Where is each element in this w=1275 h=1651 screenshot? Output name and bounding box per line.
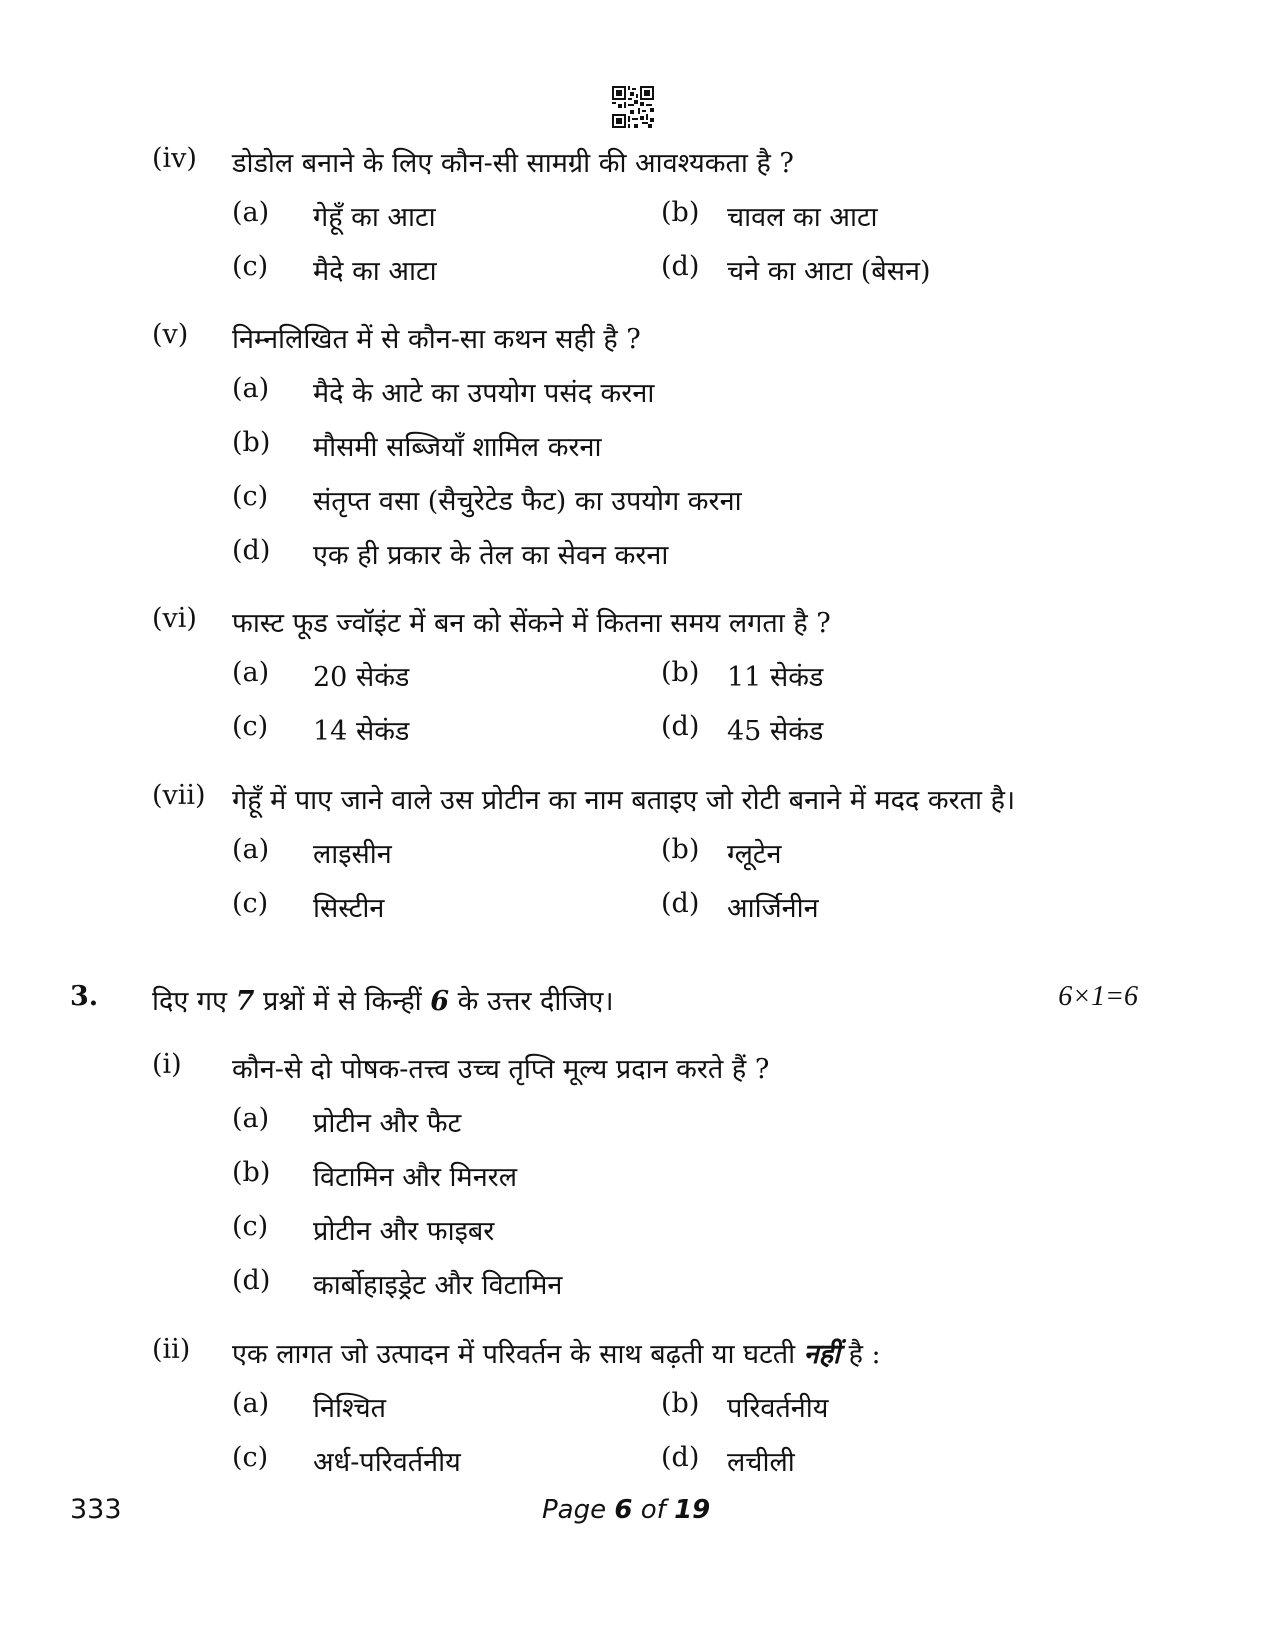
- instruction-mid: प्रश्नों में से किन्हीं: [254, 986, 431, 1017]
- question-number: (v): [152, 319, 189, 350]
- option-text: 45 सेकंड: [727, 716, 824, 747]
- option-text: 11 सेकंड: [727, 662, 824, 693]
- option-text: सिस्टीन: [313, 893, 385, 924]
- option-label: (c): [232, 481, 269, 512]
- option-text: अर्ध-परिवर्तनीय: [313, 1447, 461, 1478]
- question-text: फास्ट फूड ज्वॉइंट में बन को सेंकने में कितना समय लगता है ?: [232, 608, 831, 639]
- option-text: संतृप्त वसा (सैचुरेटेड फैट) का उपयोग करना: [313, 486, 742, 517]
- option-text: चने का आटा (बेसन): [727, 256, 931, 287]
- question-text-emphasis: नहीं: [803, 1339, 840, 1370]
- question-text: कौन-से दो पोषक-तत्त्व उच्च तृप्ति मूल्य प्रदान करते हैं ?: [232, 1054, 770, 1085]
- question-number: (vii): [152, 780, 206, 811]
- page-of: of: [632, 1495, 675, 1525]
- option-text: विटामिन और मिनरल: [313, 1162, 518, 1193]
- option-label: (a): [232, 1388, 270, 1419]
- option-text: लचीली: [727, 1447, 795, 1478]
- question-text-post: है :: [840, 1339, 881, 1370]
- option-label: (a): [232, 834, 270, 865]
- option-label: (b): [232, 427, 271, 458]
- option-label: (c): [232, 251, 269, 282]
- question-text: डोडोल बनाने के लिए कौन-सी सामग्री की आवश्यकता है ?: [232, 148, 794, 179]
- option-label: (c): [232, 711, 269, 742]
- option-label: (b): [661, 834, 700, 865]
- instruction-pre: दिए गए: [152, 986, 236, 1017]
- option-text: परिवर्तनीय: [727, 1393, 829, 1424]
- option-text: मैदे का आटा: [313, 256, 437, 287]
- option-label: (d): [661, 888, 700, 919]
- qr-code: [612, 86, 654, 128]
- option-label: (a): [232, 657, 270, 688]
- instruction-answer-count: 6: [430, 986, 450, 1017]
- instruction-total-count: 7: [235, 986, 255, 1017]
- page-number: 6: [614, 1495, 633, 1525]
- page-prefix: Page: [542, 1495, 615, 1525]
- question-3-instruction: [152, 981, 614, 1018]
- instruction-post: के उत्तर दीजिए।: [449, 986, 614, 1017]
- question-text: [232, 1334, 881, 1371]
- option-text: 14 सेकंड: [313, 716, 410, 747]
- page-indicator: [542, 1495, 710, 1525]
- option-label: (b): [661, 197, 700, 228]
- option-label: (a): [232, 197, 270, 228]
- page-total: 19: [674, 1495, 711, 1525]
- question-number: (iv): [152, 143, 197, 174]
- option-text: लाइसीन: [313, 839, 392, 870]
- option-label: (a): [232, 373, 270, 404]
- option-text: 20 सेकंड: [313, 662, 410, 693]
- option-text: मैदे के आटे का उपयोग पसंद करना: [313, 378, 655, 409]
- paper-code: 333: [70, 1494, 122, 1525]
- option-label: (b): [232, 1157, 271, 1188]
- option-label: (d): [232, 1265, 271, 1296]
- option-label: (c): [232, 1442, 269, 1473]
- option-label: (b): [661, 657, 700, 688]
- option-text: एक ही प्रकार के तेल का सेवन करना: [313, 540, 669, 571]
- option-label: (a): [232, 1103, 270, 1134]
- option-text: प्रोटीन और फाइबर: [313, 1216, 495, 1247]
- question-text: गेहूँ में पाए जाने वाले उस प्रोटीन का नाम बताइए जो रोटी बनाने में मदद करता है।: [232, 785, 1016, 816]
- option-text: मौसमी सब्जियाँ शामिल करना: [313, 432, 602, 463]
- option-text: कार्बोहाइड्रेट और विटामिन: [313, 1270, 563, 1301]
- question-number: (i): [152, 1049, 182, 1080]
- option-text: गेहूँ का आटा: [313, 202, 436, 233]
- option-label: (c): [232, 888, 269, 919]
- option-label: (d): [661, 251, 700, 282]
- option-text: चावल का आटा: [727, 202, 878, 233]
- question-3-number: 3.: [70, 981, 99, 1012]
- option-label: (d): [661, 711, 700, 742]
- option-label: (d): [232, 535, 271, 566]
- option-text: निश्चित: [313, 1393, 386, 1424]
- option-text: आर्जिनीन: [727, 893, 819, 924]
- option-label: (b): [661, 1388, 700, 1419]
- option-label: (d): [661, 1442, 700, 1473]
- option-text: प्रोटीन और फैट: [313, 1108, 462, 1139]
- option-text: ग्लूटेन: [727, 839, 782, 870]
- question-text: निम्नलिखित में से कौन-सा कथन सही है ?: [232, 324, 641, 355]
- question-number: (vi): [152, 603, 197, 634]
- question-number: (ii): [152, 1334, 191, 1365]
- question-text-pre: एक लागत जो उत्पादन में परिवर्तन के साथ बढ़ती या घटती: [232, 1339, 804, 1370]
- option-label: (c): [232, 1211, 269, 1242]
- marks-allocation: 6×1=6: [1058, 981, 1138, 1012]
